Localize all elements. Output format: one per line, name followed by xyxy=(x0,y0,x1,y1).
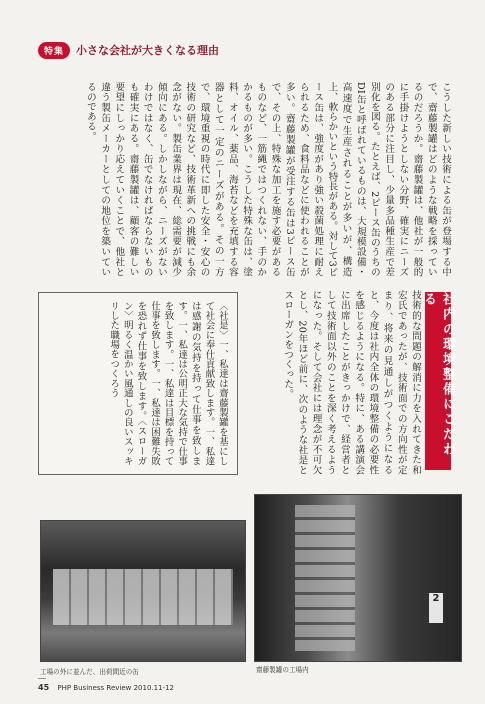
section-title: 小さな会社が大きくなる理由 xyxy=(76,44,220,57)
article-text-lower: 技術的な問題の解消に力を入れてきた和宏氏であったが、技術面での方向性が定まり、将来の見通しがつくようになると、今度は社内全体の環境整備の必要性を感じるようになる。特に、ある講演会に出席したことがきっかけで、経営者として技術面以外のことを深く考えるようになった。そして会社には理念が不可欠とし、20年ほど前に、次のような社是とスローガンをつくった。 xyxy=(282,290,421,475)
page-number: 45 xyxy=(38,683,50,692)
page-footer xyxy=(38,683,174,692)
footer-rule xyxy=(38,678,46,679)
section-header xyxy=(38,40,219,60)
motto-box xyxy=(38,292,238,475)
photo-factory-interior xyxy=(254,494,462,662)
subheading-band: 社内の環境整備にこだわる xyxy=(425,292,451,470)
motto-text: 〈社是〉一、私達は齋藤製罐を基にして社会に奉仕貢献致します。一、私達は感謝の気持を持って仕事を致します。一、私達は公明正大な気持で仕事を致します。一、私達は目標を持って仕事を致します。一、私達は困難失敗を恐れず仕事を致します。〈スローガン〉明るく温かい風通しの良いスッキリした職場をつくろう xyxy=(108,301,228,466)
photo-shipping-cans xyxy=(40,520,246,662)
article-text-upper: こうした新しい技術による缶が登場する中で、齋藤製罐はどのような戦略を採っているのだろうか。齋藤製罐は、他社が一般的に手掛けようとしない分野、確実にニーズのある部分に注目し、少量多品種生産で差別化を図る。たとえば、2ピース缶のうちのDI缶と呼ばれているものは、大規模設備・高速度で生産されることが多いが、構造上、軟らかいという特長がある。対して3ピース缶は、強度があり強い殺菌処理に耐えられるため、食料品などに使われることが多い。齋藤製罐が受注する缶は3ピース缶で、その上、特殊な加工を施す必要があるものなど、一筋縄ではつくれない、手のかかるものが多い。こうした特殊な缶は、塗料、オイル、薬品、海苔などを充填する容器として一定のニーズがある。その一方で、環境重視の時代に即した安全・安心の技術の研究など、技術革新への挑戦にも余念がない。製缶業界は現在、総需要が減少傾向にある。しかしながら、ニーズがないわけではなく、缶でなければならないものも確実にある。齋藤製罐は、顧客の難しい要望にしっかり応えていくことで、他社と違う製缶メーカーとしての地位を築いているのである。 xyxy=(84,82,451,277)
photo-caption-left: 工場の外に並んだ、出荷間近の缶 xyxy=(40,668,139,676)
feature-badge: 特集 xyxy=(38,42,70,59)
magazine-name: PHP Business Review 2010.11-12 xyxy=(57,684,174,692)
photo-caption-right: 齋藤製罐の工場内 xyxy=(256,666,309,674)
